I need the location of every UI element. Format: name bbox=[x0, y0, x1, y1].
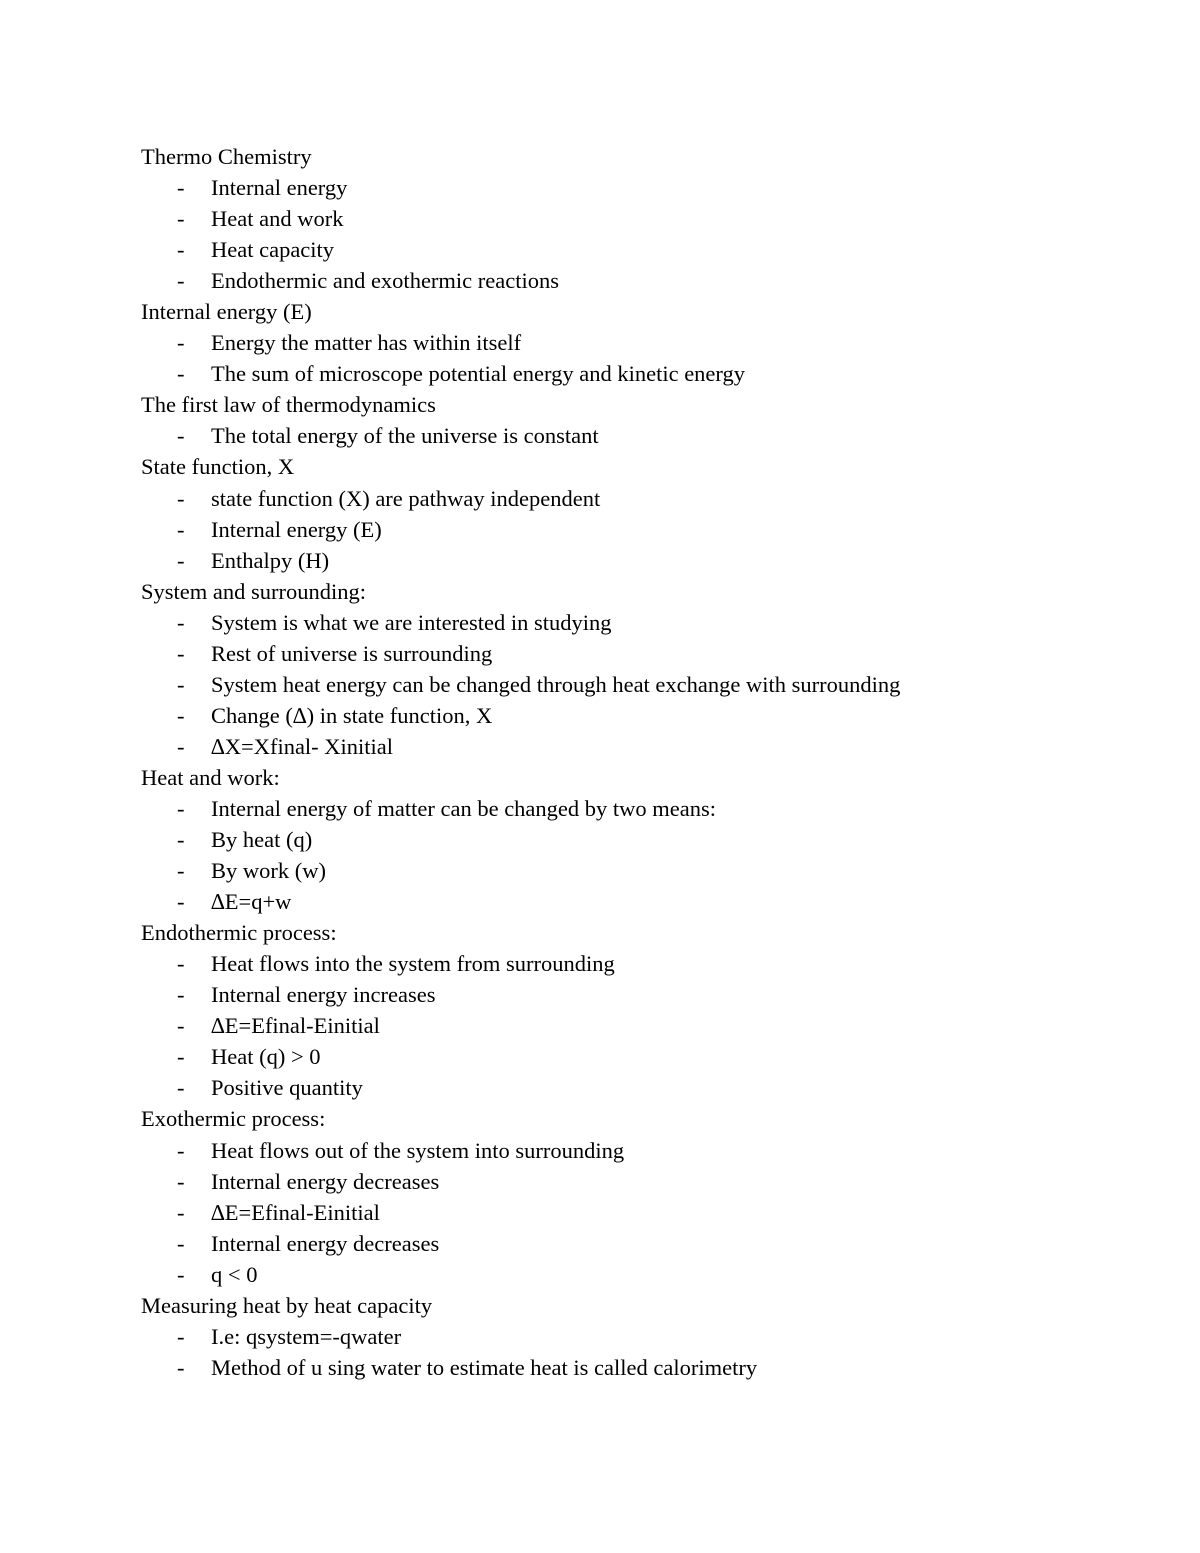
bullet-item bbox=[141, 1166, 1141, 1197]
bullet-dash: - bbox=[177, 485, 185, 511]
bullet-item bbox=[141, 327, 1141, 358]
bullet-text: Positive quantity bbox=[211, 1075, 363, 1101]
bullet-text: ∆E=q+w bbox=[211, 889, 292, 915]
bullet-item bbox=[141, 669, 1141, 700]
bullet-dash: - bbox=[177, 1261, 185, 1287]
bullet-text: Enthalpy (H) bbox=[211, 547, 330, 573]
bullet-item bbox=[141, 793, 1141, 824]
bullet-text: I.e: qsystem=-qwater bbox=[211, 1323, 402, 1349]
bullet-item bbox=[141, 1197, 1141, 1228]
bullet-item bbox=[141, 1352, 1141, 1383]
bullet-text: System heat energy can be changed through heat exchange with surrounding bbox=[211, 671, 901, 697]
section-heading: State function, X bbox=[141, 454, 295, 480]
bullet-dash: - bbox=[177, 609, 185, 635]
bullet-text: Endothermic and exothermic reactions bbox=[211, 268, 559, 294]
bullet-text: The total energy of the universe is constant bbox=[211, 423, 599, 449]
bullet-dash: - bbox=[177, 889, 185, 915]
bullet-dash: - bbox=[177, 237, 185, 263]
bullet-dash: - bbox=[177, 1044, 185, 1070]
bullet-item bbox=[141, 265, 1141, 296]
bullet-text: Internal energy decreases bbox=[211, 1168, 440, 1194]
bullet-dash: - bbox=[177, 951, 185, 977]
section-heading: Internal energy (E) bbox=[141, 299, 312, 325]
bullet-item bbox=[141, 420, 1141, 451]
bullet-item bbox=[141, 979, 1141, 1010]
bullet-item bbox=[141, 483, 1141, 514]
bullet-item bbox=[141, 1072, 1141, 1103]
bullet-dash: - bbox=[177, 1168, 185, 1194]
section-heading: Measuring heat by heat capacity bbox=[141, 1292, 433, 1318]
bullet-text: By work (w) bbox=[211, 858, 326, 884]
bullet-dash: - bbox=[177, 268, 185, 294]
bullet-text: Heat capacity bbox=[211, 237, 335, 263]
bullet-item bbox=[141, 607, 1141, 638]
bullet-text: System is what we are interested in studying bbox=[211, 609, 612, 635]
bullet-text: Internal energy of matter can be changed by two means: bbox=[211, 795, 717, 821]
bullet-dash: - bbox=[177, 827, 185, 853]
bullet-item bbox=[141, 1041, 1141, 1072]
bullet-dash: - bbox=[177, 1013, 185, 1039]
bullet-text: ∆X=Xfinal- Xinitial bbox=[211, 733, 394, 759]
bullet-text: The sum of microscope potential energy and kinetic energy bbox=[211, 361, 746, 387]
bullet-dash: - bbox=[177, 175, 185, 201]
bullet-text: By heat (q) bbox=[211, 827, 313, 853]
bullet-dash: - bbox=[177, 858, 185, 884]
bullet-text: Internal energy increases bbox=[211, 982, 436, 1008]
bullet-dash: - bbox=[177, 547, 185, 573]
bullet-text: Internal energy (E) bbox=[211, 516, 382, 542]
bullet-dash: - bbox=[177, 702, 185, 728]
bullet-item bbox=[141, 638, 1141, 669]
bullet-item bbox=[141, 1259, 1141, 1290]
bullet-item bbox=[141, 1321, 1141, 1352]
section-heading: The first law of thermodynamics bbox=[141, 392, 436, 418]
bullet-item bbox=[141, 545, 1141, 576]
bullet-dash: - bbox=[177, 671, 185, 697]
bullet-dash: - bbox=[177, 982, 185, 1008]
bullet-text: ∆E=Efinal-Einitial bbox=[211, 1013, 380, 1039]
bullet-item bbox=[141, 1010, 1141, 1041]
bullet-text: Heat flows into the system from surrounding bbox=[211, 951, 615, 977]
bullet-dash: - bbox=[177, 733, 185, 759]
bullet-dash: - bbox=[177, 1137, 185, 1163]
bullet-item bbox=[141, 886, 1141, 917]
section-heading: Exothermic process: bbox=[141, 1106, 326, 1132]
bullet-text: state function (X) are pathway independent bbox=[211, 485, 601, 511]
bullet-dash: - bbox=[177, 361, 185, 387]
bullet-item bbox=[141, 948, 1141, 979]
bullet-item bbox=[141, 172, 1141, 203]
bullet-item bbox=[141, 855, 1141, 886]
bullet-text: Rest of universe is surrounding bbox=[211, 640, 493, 666]
bullet-text: Heat flows out of the system into surrounding bbox=[211, 1137, 625, 1163]
bullet-item bbox=[141, 358, 1141, 389]
bullet-dash: - bbox=[177, 1323, 185, 1349]
bullet-dash: - bbox=[177, 1199, 185, 1225]
bullet-text: Heat and work bbox=[211, 206, 344, 232]
section-heading: Endothermic process: bbox=[141, 920, 337, 946]
bullet-text: ∆E=Efinal-Einitial bbox=[211, 1199, 380, 1225]
bullet-dash: - bbox=[177, 1354, 185, 1380]
document-page bbox=[141, 141, 1141, 1383]
bullet-text: Change (∆) in state function, X bbox=[211, 702, 493, 728]
bullet-text: Heat (q) > 0 bbox=[211, 1044, 321, 1070]
section-heading: Heat and work: bbox=[141, 764, 280, 790]
bullet-item bbox=[141, 1228, 1141, 1259]
bullet-dash: - bbox=[177, 1230, 185, 1256]
bullet-dash: - bbox=[177, 206, 185, 232]
bullet-item bbox=[141, 1135, 1141, 1166]
section-heading: System and surrounding: bbox=[141, 578, 366, 604]
bullet-text: Method of u sing water to estimate heat is called calorimetry bbox=[211, 1354, 758, 1380]
bullet-item bbox=[141, 234, 1141, 265]
bullet-item bbox=[141, 824, 1141, 855]
section-heading: Thermo Chemistry bbox=[141, 144, 312, 169]
bullet-dash: - bbox=[177, 1075, 185, 1101]
bullet-dash: - bbox=[177, 516, 185, 542]
bullet-dash: - bbox=[177, 423, 185, 449]
bullet-text: Internal energy decreases bbox=[211, 1230, 440, 1256]
bullet-item bbox=[141, 700, 1141, 731]
bullet-item bbox=[141, 731, 1141, 762]
bullet-dash: - bbox=[177, 330, 185, 356]
bullet-text: Energy the matter has within itself bbox=[211, 330, 522, 356]
bullet-dash: - bbox=[177, 640, 185, 666]
bullet-item bbox=[141, 514, 1141, 545]
bullet-dash: - bbox=[177, 795, 185, 821]
bullet-text: Internal energy bbox=[211, 175, 348, 201]
bullet-item bbox=[141, 203, 1141, 234]
bullet-text: q < 0 bbox=[211, 1261, 258, 1287]
